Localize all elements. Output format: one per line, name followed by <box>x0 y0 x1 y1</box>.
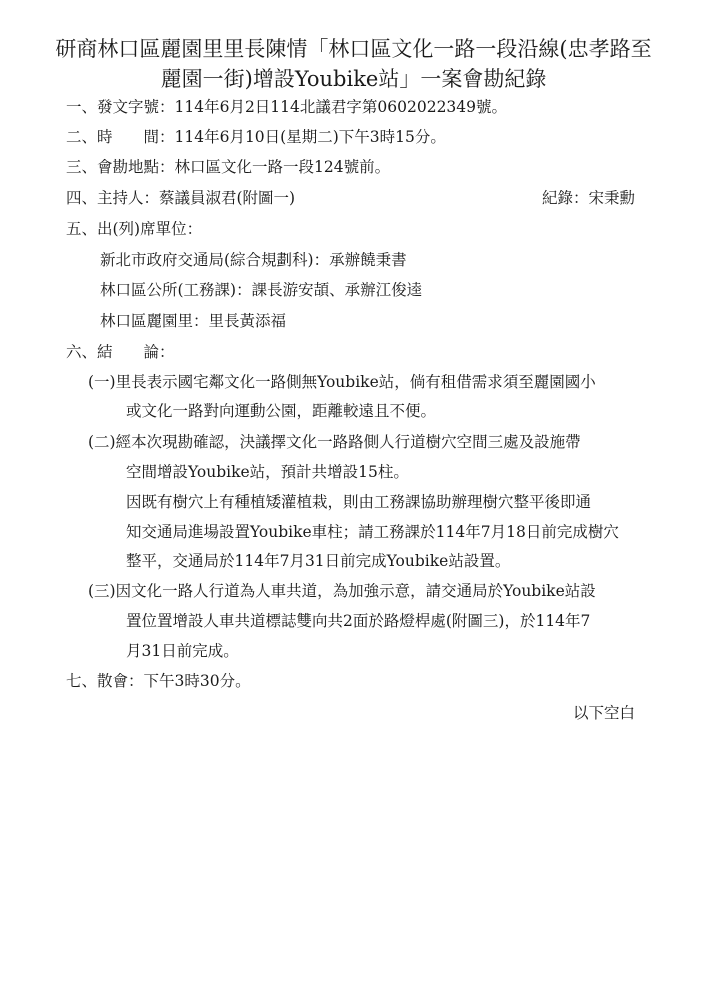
conclusion-2-line-4: 知交通局進場設置Youbike車柱；請工務課於114年7月18日前完成樹穴 <box>126 523 619 541</box>
conclusion-3-line-2: 置位置增設人車共道標誌雙向共2面於路燈桿處(附圖三)，於114年7 <box>126 612 591 630</box>
conclusion-heading: 六、結 論： <box>66 343 175 361</box>
recorder-item: 紀錄：宋秉勳 <box>541 189 635 207</box>
conclusion-2-line-3: 因既有樹穴上有種植矮灌植栽，則由工務課協助辦理樹穴整平後即通 <box>126 493 592 511</box>
time-item: 二、時 間：114年6月10日(星期二)下午3時15分。 <box>66 128 446 146</box>
conclusion-2-line-5: 整平，交通局於114年7月31日前完成Youbike站設置。 <box>126 552 511 570</box>
conclusion-3-line-1: (三)因文化一路人行道為人車共道，為加強示意，請交通局於Youbike站設 <box>88 582 596 600</box>
attendee-transport-bureau: 新北市政府交通局(綜合規劃科)：承辦饒秉書 <box>100 251 407 269</box>
conclusion-1-line-2: 或文化一路對向運動公園，距離較遠且不便。 <box>126 402 437 420</box>
host-item: 四、主持人：蔡議員淑君(附圖一) <box>66 189 296 207</box>
attendee-district-office: 林口區公所(工務課)：課長游安頡、承辦江俊逵 <box>100 281 423 299</box>
doc-number-item: 一、發文字號：114年6月2日114北議君字第0602022349號。 <box>66 98 508 116</box>
attendees-heading: 五、出(列)席單位： <box>66 220 203 238</box>
title-line-1: 研商林口區麗園里里長陳情「林口區文化一路一段沿線(忠孝路至 <box>55 37 652 61</box>
conclusion-2-line-1: (二)經本次現勘確認，決議擇文化一路路側人行道樹穴空間三處及設施帶 <box>88 433 581 451</box>
title-line-2: 麗園一街)增設Youbike站」一案會勘紀錄 <box>160 67 547 91</box>
adjourn-item: 七、散會：下午3時30分。 <box>66 672 251 690</box>
conclusion-2-line-2: 空間增設Youbike站，預計共增設15柱。 <box>126 463 409 481</box>
attendee-village-chief: 林口區麗園里：里長黃添福 <box>100 312 287 330</box>
end-note: 以下空白 <box>572 704 635 722</box>
location-item: 三、會勘地點：林口區文化一路一段124號前。 <box>66 158 391 176</box>
conclusion-3-line-3: 月31日前完成。 <box>126 642 239 660</box>
conclusion-1-line-1: (一)里長表示國宅鄰文化一路側無Youbike站，倘有租借需求須至麗園國小 <box>88 373 596 391</box>
